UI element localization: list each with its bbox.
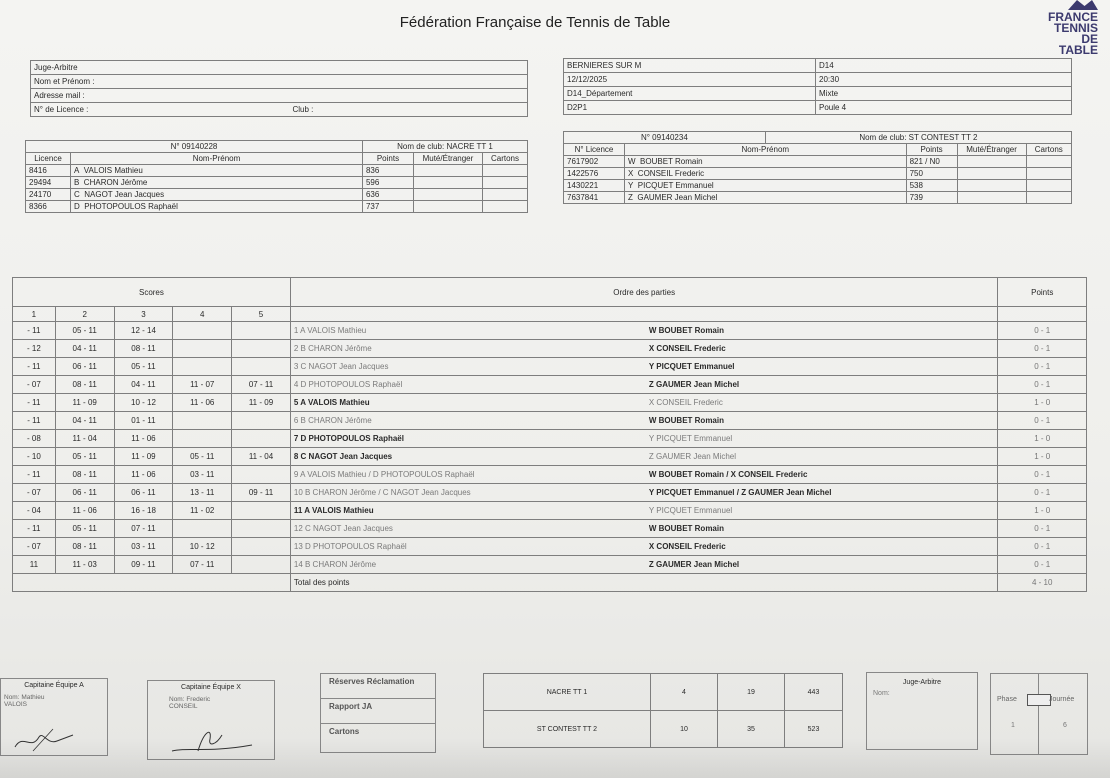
set-score: - 11 [13, 520, 56, 538]
game-row [13, 430, 1087, 448]
set-score: 11 - 06 [173, 394, 232, 412]
reserves-label: Réserves Réclamation [321, 674, 435, 699]
player-row [26, 165, 528, 177]
col-header: Points [906, 144, 957, 156]
set-score [173, 322, 232, 340]
game-points: 1 - 0 [998, 430, 1087, 448]
club-label: Club : [292, 105, 314, 114]
home-player-name: 8 C NAGOT Jean Jacques [293, 452, 393, 461]
set-header: 1 [13, 307, 56, 322]
scores-header: Scores [13, 278, 291, 307]
set-score: 03 - 11 [114, 538, 173, 556]
home-player [290, 430, 998, 448]
total-label: Total des points [290, 574, 998, 592]
logo-line-3: DE TABLE [1058, 32, 1098, 57]
game-row [13, 538, 1087, 556]
ref-label: N° de Licence : [34, 105, 89, 114]
away-player-name: X CONSEIL Frederic [648, 398, 723, 407]
game-points: 0 - 1 [998, 466, 1087, 484]
set-score [232, 556, 291, 574]
away-player-name: Y PICQUET Emmanuel [648, 506, 733, 515]
away-player-name: W BOUBET Romain [648, 326, 724, 335]
set-score [232, 430, 291, 448]
licence: 8416 [26, 165, 71, 177]
set-score [173, 412, 232, 430]
home-player [290, 502, 998, 520]
mute-cell [957, 168, 1026, 180]
points: 821 / N0 [906, 156, 957, 168]
away-player-name: W BOUBET Romain [648, 416, 724, 425]
set-score [232, 412, 291, 430]
set-score: 13 - 11 [173, 484, 232, 502]
home-player-name: 10 B CHARON Jérôme / C NAGOT Jean Jacques [293, 488, 471, 497]
journee-label: Journée [1049, 696, 1075, 703]
game-row [13, 556, 1087, 574]
referee-info-table [30, 60, 528, 117]
player-name: X CONSEIL Frederic [625, 168, 907, 180]
set-score: 07 - 11 [173, 556, 232, 574]
set-score [173, 358, 232, 376]
set-score: 10 - 12 [114, 394, 173, 412]
player-row [564, 180, 1072, 192]
away-player-name: Y PICQUET Emmanuel [648, 434, 733, 443]
result-team: NACRE TT 1 [484, 674, 651, 711]
mute-cell [413, 189, 482, 201]
logo-mark-icon [1068, 0, 1098, 10]
final-results-table [483, 673, 843, 748]
mute-cell [957, 192, 1026, 204]
referee-title: Juge-Arbitre [902, 679, 942, 686]
home-player-name: 13 D PHOTOPOULOS Raphaël [293, 542, 407, 551]
set-score: 09 - 11 [232, 484, 291, 502]
player-row [26, 201, 528, 213]
set-score [232, 520, 291, 538]
set-score [232, 538, 291, 556]
journee-value: 6 [1063, 722, 1067, 729]
venue: BERNIERES SUR M [564, 59, 816, 73]
result-a: 10 [651, 711, 718, 748]
game-points: 1 - 0 [998, 502, 1087, 520]
set-score: 06 - 11 [55, 358, 114, 376]
home-player [290, 556, 998, 574]
col-header: Cartons [1026, 144, 1071, 156]
away-player-name: Z GAUMER Jean Michel [648, 380, 740, 389]
phase-value: 1 [1011, 722, 1015, 729]
game-row [13, 484, 1087, 502]
home-player [290, 412, 998, 430]
team-a-club: Nom de club: NACRE TT 1 [362, 141, 527, 153]
result-b: 19 [718, 674, 785, 711]
points: 596 [362, 177, 413, 189]
set-score: 08 - 11 [55, 538, 114, 556]
home-player-name: 14 B CHARON Jérôme [293, 560, 377, 569]
points-spacer [998, 307, 1087, 322]
game-points: 1 - 0 [998, 394, 1087, 412]
home-player-name: 2 B CHARON Jérôme [293, 344, 372, 353]
set-score [232, 322, 291, 340]
home-player-name: 3 C NAGOT Jean Jacques [293, 362, 389, 371]
home-player-name: 12 C NAGOT Jean Jacques [293, 524, 393, 533]
mute-cell [413, 177, 482, 189]
col-header: Muté/Étranger [957, 144, 1026, 156]
home-player-name: 7 D PHOTOPOULOS Raphaël [293, 434, 404, 443]
points: 538 [906, 180, 957, 192]
points: 636 [362, 189, 413, 201]
cards-cell [1026, 180, 1071, 192]
set-score: 10 - 12 [173, 538, 232, 556]
fftt-logo [1040, 0, 1098, 57]
set-score: 12 - 14 [114, 322, 173, 340]
set-score: - 11 [13, 322, 56, 340]
set-score: 03 - 11 [173, 466, 232, 484]
phase-label: Phase [997, 696, 1017, 703]
result-team: ST CONTEST TT 2 [484, 711, 651, 748]
group-code: D2P1 [564, 101, 816, 115]
home-player-name: 6 B CHARON Jérôme [293, 416, 372, 425]
player-name: Z GAUMER Jean Michel [625, 192, 907, 204]
result-a: 4 [651, 674, 718, 711]
home-player [290, 394, 998, 412]
set-score: 04 - 11 [55, 412, 114, 430]
order-header: Ordre des parties [290, 278, 998, 307]
set-score [232, 502, 291, 520]
team-x-number: N° 09140234 [564, 132, 766, 144]
col-header: Muté/Étranger [413, 153, 482, 165]
game-row [13, 394, 1087, 412]
game-row [13, 520, 1087, 538]
set-score: - 11 [13, 394, 56, 412]
home-player [290, 340, 998, 358]
home-player-name: 4 D PHOTOPOULOS Raphaël [293, 380, 403, 389]
order-spacer [290, 307, 998, 322]
set-score [173, 520, 232, 538]
match-time: 20:30 [816, 73, 1072, 87]
away-player-name: Z GAUMER Jean Michel [648, 560, 740, 569]
home-player-name: 1 A VALOIS Mathieu [293, 326, 367, 335]
home-player-name: 11 A VALOIS Mathieu [293, 506, 374, 515]
set-score [232, 340, 291, 358]
set-score: 11 - 03 [55, 556, 114, 574]
set-score: 06 - 11 [55, 484, 114, 502]
set-score: 11 - 04 [55, 430, 114, 448]
total-spacer [13, 574, 291, 592]
set-header: 4 [173, 307, 232, 322]
player-row [564, 192, 1072, 204]
points: 739 [906, 192, 957, 204]
away-player-name: Y PICQUET Emmanuel [648, 362, 735, 371]
licence: 7617902 [564, 156, 625, 168]
home-player [290, 322, 998, 340]
set-score: 05 - 11 [114, 358, 173, 376]
result-c: 443 [785, 674, 843, 711]
mute-cell [413, 165, 482, 177]
game-points: 0 - 1 [998, 484, 1087, 502]
set-score: 06 - 11 [114, 484, 173, 502]
set-score: 05 - 11 [55, 448, 114, 466]
team-a-table [25, 140, 528, 213]
col-header: Nom-Prénom [71, 153, 363, 165]
set-score: 11 - 09 [55, 394, 114, 412]
cards-cell [482, 189, 527, 201]
player-name: B CHARON Jérôme [71, 177, 363, 189]
player-row [564, 156, 1072, 168]
licence: 29494 [26, 177, 71, 189]
set-score: 07 - 11 [232, 376, 291, 394]
set-score [232, 358, 291, 376]
away-player-name: Z GAUMER Jean Michel [648, 452, 737, 461]
col-header: N° Licence [564, 144, 625, 156]
game-points: 0 - 1 [998, 538, 1087, 556]
game-row [13, 448, 1087, 466]
captain-x-title: Capitaine Équipe X [181, 684, 241, 691]
home-player [290, 466, 998, 484]
col-header: Licence [26, 153, 71, 165]
set-score: 09 - 11 [114, 556, 173, 574]
col-header: Points [362, 153, 413, 165]
set-header: 5 [232, 307, 291, 322]
licence: 8366 [26, 201, 71, 213]
set-score: - 07 [13, 376, 56, 394]
set-score: - 10 [13, 448, 56, 466]
set-score: 05 - 11 [55, 322, 114, 340]
set-score: - 11 [13, 466, 56, 484]
licence: 1430221 [564, 180, 625, 192]
set-score: - 08 [13, 430, 56, 448]
player-name: Y PICQUET Emmanuel [625, 180, 907, 192]
player-name: A VALOIS Mathieu [71, 165, 363, 177]
game-row [13, 376, 1087, 394]
ref-licence-row [31, 103, 528, 117]
set-score: 05 - 11 [173, 448, 232, 466]
game-points: 0 - 1 [998, 376, 1087, 394]
game-row [13, 466, 1087, 484]
set-score: 11 [13, 556, 56, 574]
mute-cell [413, 201, 482, 213]
game-row [13, 358, 1087, 376]
away-player-name: X CONSEIL Frederic [648, 542, 726, 551]
result-row [484, 674, 843, 711]
set-score: 11 - 07 [173, 376, 232, 394]
player-name: C NAGOT Jean Jacques [71, 189, 363, 201]
captain-x-name-label: Nom: Frederic [169, 696, 211, 703]
result-b: 35 [718, 711, 785, 748]
competition: D14_Département [564, 87, 816, 101]
game-row [13, 322, 1087, 340]
game-points: 1 - 0 [998, 448, 1087, 466]
game-points: 0 - 1 [998, 556, 1087, 574]
set-score: 11 - 02 [173, 502, 232, 520]
game-points: 0 - 1 [998, 520, 1087, 538]
ref-label: Adresse mail : [31, 89, 528, 103]
captain-x-name: CONSEIL [169, 703, 198, 710]
set-score: 11 - 06 [55, 502, 114, 520]
team-x-table [563, 131, 1072, 204]
home-player [290, 520, 998, 538]
points: 737 [362, 201, 413, 213]
set-score: 11 - 04 [232, 448, 291, 466]
mute-cell [957, 180, 1026, 192]
set-score: 04 - 11 [114, 376, 173, 394]
home-player [290, 358, 998, 376]
set-score: 11 - 09 [114, 448, 173, 466]
away-player-name: Y PICQUET Emmanuel / Z GAUMER Jean Michel [648, 488, 832, 497]
set-score: - 04 [13, 502, 56, 520]
scores-table [12, 277, 1087, 592]
col-header: Cartons [482, 153, 527, 165]
player-name: W BOUBET Romain [625, 156, 907, 168]
licence: 7637841 [564, 192, 625, 204]
set-score: 07 - 11 [114, 520, 173, 538]
set-score: - 11 [13, 412, 56, 430]
points: 836 [362, 165, 413, 177]
away-player-name: W BOUBET Romain [648, 524, 724, 533]
phase-toggle [1027, 694, 1051, 706]
team-x-club: Nom de club: ST CONTEST TT 2 [765, 132, 1071, 144]
player-row [26, 189, 528, 201]
set-score: 16 - 18 [114, 502, 173, 520]
game-points: 0 - 1 [998, 322, 1087, 340]
report-label: Rapport JA [321, 699, 435, 724]
home-player-name: 5 A VALOIS Mathieu [293, 398, 370, 407]
set-score: 08 - 11 [55, 466, 114, 484]
total-points: 4 - 10 [998, 574, 1087, 592]
category: Mixte [816, 87, 1072, 101]
captain-a-name-label: Nom: Mathieu [4, 694, 45, 701]
cards-cell [482, 177, 527, 189]
cards-cell [482, 165, 527, 177]
referee-name-label: Nom: [873, 690, 890, 697]
cards-cell [482, 201, 527, 213]
set-score: 05 - 11 [55, 520, 114, 538]
set-score: - 12 [13, 340, 56, 358]
set-header: 3 [114, 307, 173, 322]
set-score [173, 340, 232, 358]
cards-cell [1026, 168, 1071, 180]
captain-a-name: VALOIS [4, 701, 28, 708]
home-player [290, 448, 998, 466]
away-player-name: X CONSEIL Frederic [648, 344, 726, 353]
pool: Poule 4 [816, 101, 1072, 115]
set-score: - 11 [13, 358, 56, 376]
ref-label: Nom et Prénom : [31, 75, 528, 89]
set-score: 01 - 11 [114, 412, 173, 430]
match-info-table [563, 58, 1072, 115]
home-player [290, 376, 998, 394]
game-points: 0 - 1 [998, 340, 1087, 358]
set-score: - 07 [13, 538, 56, 556]
team-a-number: N° 09140228 [26, 141, 363, 153]
cards-label: Cartons [329, 727, 360, 736]
set-score [173, 430, 232, 448]
points: 750 [906, 168, 957, 180]
result-c: 523 [785, 711, 843, 748]
set-score: 11 - 06 [114, 430, 173, 448]
set-header: 2 [55, 307, 114, 322]
division: D14 [816, 59, 1072, 73]
home-player [290, 484, 998, 502]
set-score: 11 - 09 [232, 394, 291, 412]
photo-shadow [0, 738, 1110, 778]
captain-a-title: Capitaine Équipe A [24, 682, 84, 689]
player-row [26, 177, 528, 189]
page-title: Fédération Française de Tennis de Table [399, 14, 671, 31]
licence: 1422576 [564, 168, 625, 180]
licence: 24170 [26, 189, 71, 201]
col-header: Nom-Prénom [625, 144, 907, 156]
set-score: 08 - 11 [55, 376, 114, 394]
game-points: 0 - 1 [998, 412, 1087, 430]
points-header: Points [998, 278, 1087, 307]
cards-cell [1026, 156, 1071, 168]
set-score: - 07 [13, 484, 56, 502]
set-score [232, 466, 291, 484]
away-player-name: W BOUBET Romain / X CONSEIL Frederic [648, 470, 808, 479]
cards-cell [1026, 192, 1071, 204]
game-row [13, 412, 1087, 430]
ref-label: Juge-Arbitre [31, 61, 528, 75]
game-row [13, 502, 1087, 520]
game-row [13, 340, 1087, 358]
game-points: 0 - 1 [998, 358, 1087, 376]
player-row [564, 168, 1072, 180]
set-score: 08 - 11 [114, 340, 173, 358]
home-player [290, 538, 998, 556]
logo-line-1: FRANCE [1048, 10, 1098, 24]
set-score: 04 - 11 [55, 340, 114, 358]
logo-line-2: TENNIS [1053, 21, 1098, 35]
match-date: 12/12/2025 [564, 73, 816, 87]
home-player-name: 9 A VALOIS Mathieu / D PHOTOPOULOS Raphaël [293, 470, 475, 479]
mute-cell [957, 156, 1026, 168]
player-name: D PHOTOPOULOS Raphaël [71, 201, 363, 213]
set-score: 11 - 06 [114, 466, 173, 484]
